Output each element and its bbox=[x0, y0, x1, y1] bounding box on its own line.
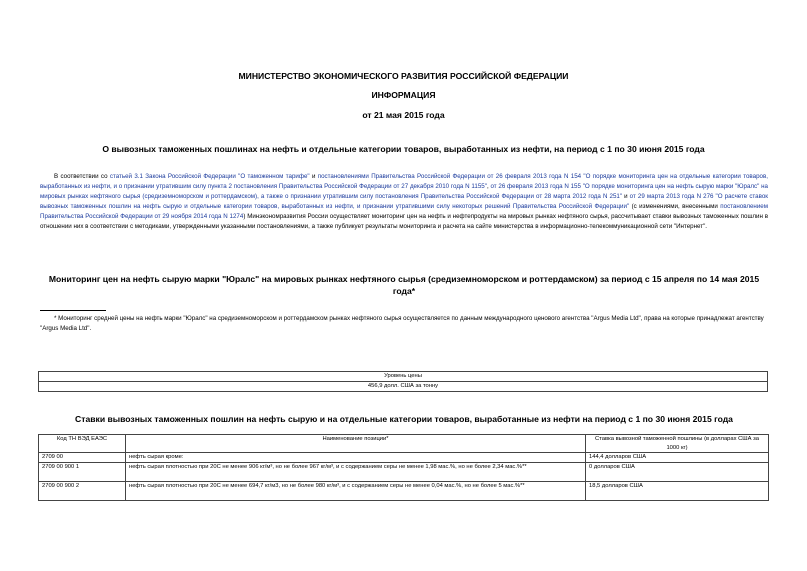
cell-name: нефть сырая кроме: bbox=[126, 453, 586, 463]
rates-table bbox=[38, 434, 769, 501]
price-value-cell: 456,9 долл. США за тонну bbox=[39, 382, 768, 392]
doc-type-heading: ИНФОРМАЦИЯ bbox=[371, 90, 436, 100]
table-row bbox=[39, 462, 769, 481]
footnote-text: * Мониторинг средней цены на нефть марки "Юралс" на средиземноморском и роттердамском рынках нефтяного сырья осуществляется по данным международного ценового агентства "Argus Media Ltd", права на которые принадлежат агентству "Argus Media Ltd". bbox=[40, 315, 764, 332]
column-header-name: Наименование позиции* bbox=[126, 435, 586, 453]
law-link[interactable]: статьей 3.1 Закона Российской Федерации "О таможенном тарифе" bbox=[109, 173, 310, 180]
column-header-rate: Ставка вывозной таможенной пошлины (в долларах США за 1000 кг) bbox=[586, 435, 769, 453]
doc-date: от 21 мая 2015 года bbox=[362, 110, 445, 120]
table-row bbox=[39, 382, 768, 392]
table-row bbox=[39, 453, 769, 463]
price-header-cell: Уровень цены bbox=[39, 372, 768, 382]
intro-text: , bbox=[486, 182, 491, 190]
monitoring-title: Мониторинг цен на нефть сырую марки "Юралс" на мировых рынках нефтяного сырья (средиземноморском и роттердамском) за период с 15 апреля по 14 мая 2015 года* bbox=[48, 274, 760, 296]
cell-rate: 18,5 долларов США bbox=[586, 481, 769, 500]
ministry-heading: МИНИСТЕРСТВО ЭКОНОМИЧЕСКОГО РАЗВИТИЯ РОССИЙСКОЙ ФЕДЕРАЦИИ bbox=[238, 71, 569, 81]
doc-title: О вывозных таможенных пошлинах на нефть и отдельные категории товаров, выработанных из нефти, на период с 1 по 30 июня 2015 года bbox=[102, 144, 705, 154]
cell-code: 2709 00 bbox=[39, 453, 126, 463]
decree-155-link[interactable]: от 26 февраля 2013 года N 155 "О порядке мониторинга цен на нефть сырую марки "Юралс" на мировых рынках нефтяного сырья (средиземноморском и роттердамском), а также о признании утратившим силу постановления Правительства Российской Федерации от 28 марта 2012 года N 251" bbox=[40, 182, 768, 200]
table-header-row bbox=[39, 435, 769, 453]
intro-text: (с изменениями, внесенными bbox=[629, 202, 721, 210]
intro-text: В соответствии со bbox=[54, 173, 110, 180]
table-row bbox=[39, 372, 768, 382]
cell-name: нефть сырая плотностью при 20С не менее 694,7 кг/м3, но не более 980 кг/м³, и с содержанием серы не менее 0,04 мас.%, но не более 5 мас.%** bbox=[126, 481, 586, 500]
footnote bbox=[40, 314, 768, 334]
intro-text: и bbox=[622, 192, 630, 200]
rates-title: Ставки вывозных таможенных пошлин на нефть сырую и на отдельные категории товаров, выработанные из нефти на период с 1 по 30 июня 2015 года bbox=[75, 414, 733, 424]
intro-paragraph bbox=[40, 172, 768, 231]
footnote-divider bbox=[40, 310, 106, 311]
cell-code: 2709 00 900 2 bbox=[39, 481, 126, 500]
cell-rate: 0 долларов США bbox=[586, 462, 769, 481]
cell-name: нефть сырая плотностью при 20С не менее 906 кг/м³, но не более 967 кг/м³, и с содержанием серы не менее 1,98 мас.%, но не более 2,34 мас.%** bbox=[126, 462, 586, 481]
column-header-code: Код ТН ВЭД ЕАЭС bbox=[39, 435, 126, 453]
intro-text: ) Минэкономразвития России осуществляет мониторинг цен на нефть и нефтепродукты на мировых рынках нефтяного сырья, рассчитывает ставки вывозных таможенных пошлин в отношении них в соответствии с методиками, утвержденными указанными постановлениями, а также публикует результаты мониторинга и расчета на сайте министерства в информационно-телекоммуникационной сети "Интернет". bbox=[40, 212, 768, 230]
table-row bbox=[39, 481, 769, 500]
cell-code: 2709 00 900 1 bbox=[39, 462, 126, 481]
price-table bbox=[38, 371, 768, 392]
decree-1274-link[interactable]: постановлением Правительства Российской Федерации от 29 ноября 2014 года N 1274 bbox=[40, 202, 768, 220]
decree-154-link[interactable]: постановлениями Правительства Российской Федерации от 26 февраля 2013 года N 154 "О порядке мониторинга цен на отдельные категории товаров, выработанных из нефти, и о признании утратившим силу пункта 2 постановления Правительства Российской Федерации от 27 декабря 2010 года N 1155" bbox=[40, 173, 768, 190]
cell-rate: 144,4 долларов США bbox=[586, 453, 769, 463]
decree-276-link[interactable]: от 29 марта 2013 года N 276 "О расчете ставок вывозных таможенных пошлин на нефть сырую и отдельные категории товаров, выработанных из нефти, и признании утратившими силу некоторых решений Правительства Российской Федерации" bbox=[40, 192, 768, 210]
intro-text: и bbox=[309, 173, 318, 180]
